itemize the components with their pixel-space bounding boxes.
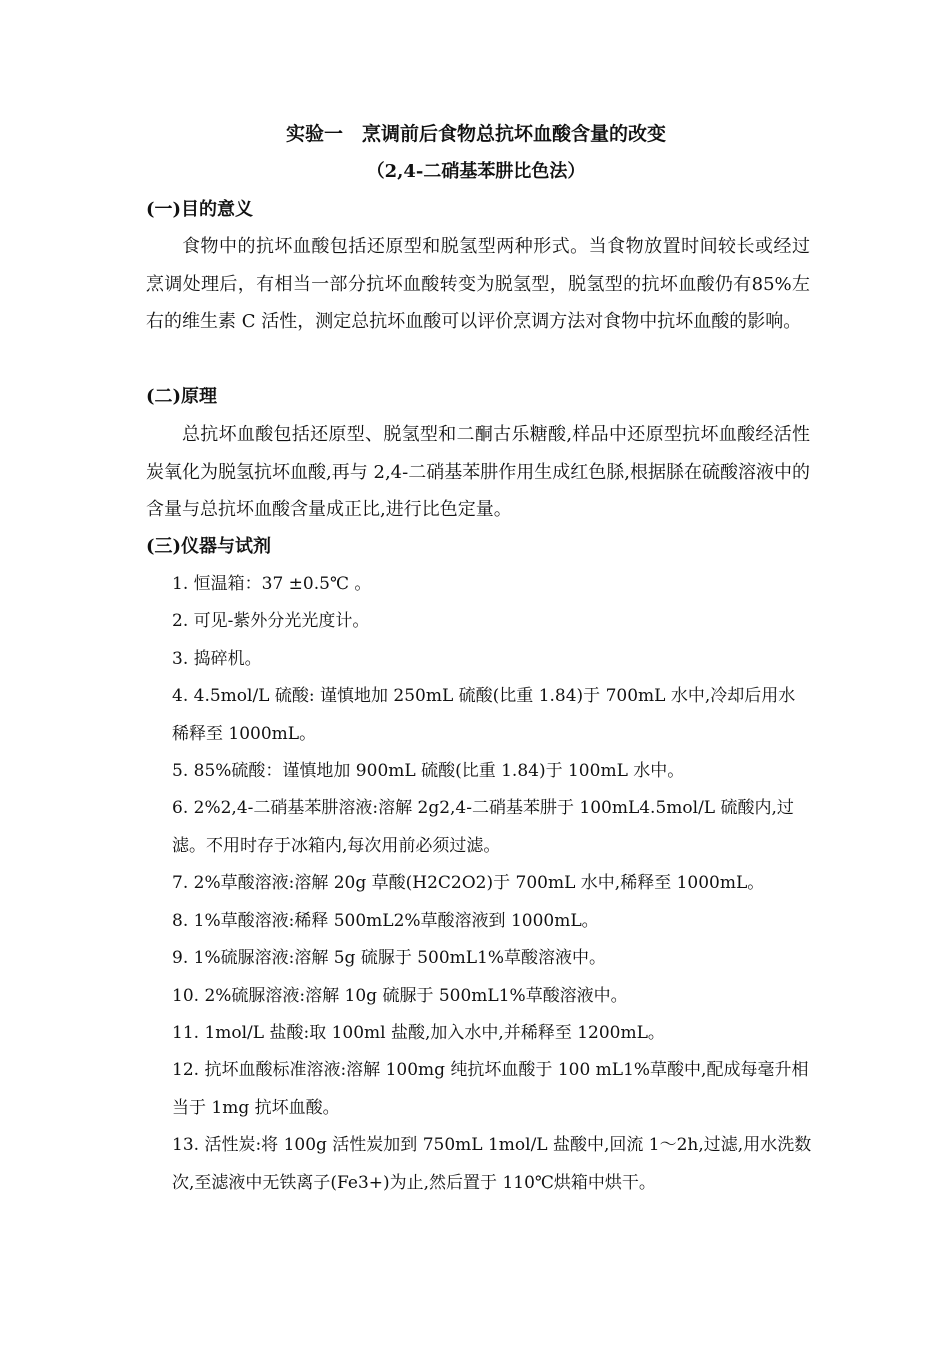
list-item: 4. 4.5mol/L 硫酸: 谨慎地加 250mL 硫酸(比重 1.84)于 700mL 水中,冷却后用水稀释至 1000mL。 — [172, 686, 796, 744]
list-item: 13. 活性炭:将 100g 活性炭加到 750mL 1mol/L 盐酸中,回流 1～2h,过滤,用水洗数次,至滤液中无铁离子(Fe3+)为止,然后置于 110℃烘箱中烘干。 — [172, 1135, 812, 1193]
list-item: 11. 1mol/L 盐酸:取 100ml 盐酸,加入水中,并稀释至 1200mL。 — [172, 1023, 665, 1043]
list-item: 10. 2%硫脲溶液:溶解 10g 硫脲于 500mL1%草酸溶液中。 — [172, 986, 628, 1006]
list-item: 6. 2%2,4-二硝基苯肼溶液:溶解 2g2,4-二硝基苯肼于 100mL4.5mol/L 硫酸内,过滤。不用时存于冰箱内,每次用前必须过滤。 — [172, 798, 794, 856]
list-item: 2. 可见-紫外分光光度计。 — [172, 611, 370, 631]
list-item: 12. 抗坏血酸标准溶液:溶解 100mg 纯抗坏血酸于 100 mL1%草酸中,配成每毫升相当于 1mg 抗坏血酸。 — [172, 1060, 809, 1118]
list-item: 7. 2%草酸溶液:溶解 20g 草酸(H2C2O2)于 700mL 水中,稀释至 1000mL。 — [172, 873, 765, 893]
list-item: 5. 85%硫酸：谨慎地加 900mL 硫酸(比重 1.84)于 100mL 水中。 — [172, 761, 685, 781]
list-item: 8. 1%草酸溶液:稀释 500mL2%草酸溶液到 1000mL。 — [172, 911, 599, 931]
section-heading-principle: (二)原理 — [146, 386, 218, 407]
page-title: 实验一 烹调前后食物总抗坏血酸含量的改变 — [285, 123, 666, 145]
list-item: 9. 1%硫脲溶液:溶解 5g 硫脲于 500mL1%草酸溶液中。 — [172, 948, 607, 968]
section-text-principle: 总抗坏血酸包括还原型、脱氢型和二酮古乐糖酸,样品中还原型抗坏血酸经活性炭氧化为脱氢抗坏血酸,再与 2,4-二硝基苯肼作用生成红色脎,根据脎在硫酸溶液中的含量与总抗坏血酸含量成正比,进行比色定量。 — [146, 424, 810, 520]
section-text-purpose: 食物中的抗坏血酸包括还原型和脱氢型两种形式。当食物放置时间较长或经过烹调处理后，有相当一部分抗坏血酸转变为脱氢型，脱氢型的抗坏血酸仍有85%左右的维生素 C 活性，测定总抗坏血酸可以评价烹调方法对食物中抗坏血酸的影响。 — [146, 236, 810, 332]
list-item: 1. 恒温箱：37 ±0.5℃ 。 — [172, 574, 372, 594]
section-heading-purpose: (一)目的意义 — [146, 199, 254, 220]
section-heading-equipment: (三)仪器与试剂 — [146, 536, 272, 557]
list-item: 3. 捣碎机。 — [172, 649, 262, 669]
page-subtitle: （2,4-二硝基苯肼比色法） — [366, 161, 586, 182]
